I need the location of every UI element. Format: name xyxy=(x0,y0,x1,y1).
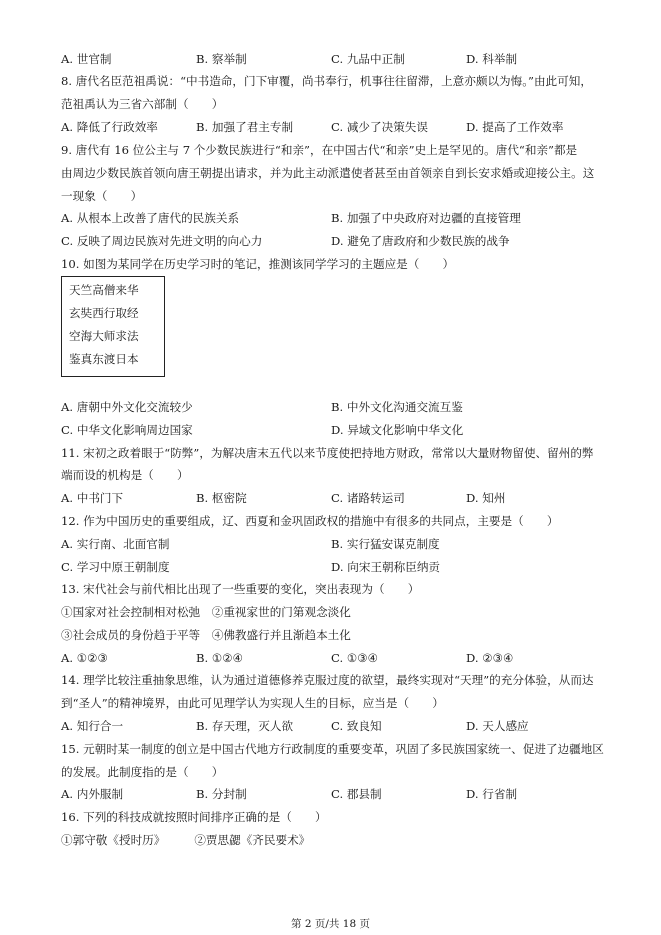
q9-stem-line: 9. 唐代有 16 位公主与 7 个少数民族进行“和亲”，在中国古代“和亲”史上是罕见的。唐代“和亲”都是 xyxy=(61,143,578,157)
q11-stem-line: 11. 宋初之政着眼于“防弊”，为解决唐末五代以来节度使把持地方财政，常常以大量财物留使、留州的弊 xyxy=(61,446,594,460)
q15-stem-line: 的发展。此制度指的是（ ） xyxy=(61,765,224,779)
q7-option-d: D. 科举制 xyxy=(466,52,518,66)
q12-option-b: B. 实行猛安谋克制度 xyxy=(331,537,440,551)
q12-option-a: A. 实行南、北面官制 xyxy=(61,537,170,551)
q10-option-b: B. 中外文化沟通交流互鉴 xyxy=(331,400,463,414)
q16-statement-line: ①郭守敬《授时历》 ②贾思勰《齐民要术》 xyxy=(61,833,311,847)
q9-option-c: C. 反映了周边民族对先进文明的向心力 xyxy=(61,234,263,248)
q11-stem-line: 端而设的机构是（ ） xyxy=(61,468,189,482)
q9-option-b: B. 加强了中央政府对边疆的直接管理 xyxy=(331,211,521,225)
note-item: 鉴真东渡日本 xyxy=(69,352,139,366)
q15-stem-line: 15. 元朝时某一制度的创立是中国古代地方行政制度的重要变革，巩固了多民族国家统一、促进了边疆地区 xyxy=(61,742,604,756)
page-number: 第 2 页/共 18 页 xyxy=(291,918,370,930)
note-item: 玄奘西行取经 xyxy=(69,306,139,320)
q15-option-a: A. 内外服制 xyxy=(61,787,124,801)
q13-option-b: B. ①②④ xyxy=(196,651,244,665)
q13-statement-line: ③社会成员的身份趋于平等 ④佛教盛行并且渐趋本土化 xyxy=(61,628,351,642)
q11-option-c: C. 诸路转运司 xyxy=(331,491,405,505)
q11-option-a: A. 中书门下 xyxy=(61,491,124,505)
q13-option-d: D. ②③④ xyxy=(466,651,514,665)
q8-option-c: C. 减少了决策失误 xyxy=(331,120,428,134)
q11-option-b: B. 枢密院 xyxy=(196,491,247,505)
note-item: 天竺高僧来华 xyxy=(69,283,139,297)
q9-stem-line: 一现象（ ） xyxy=(61,189,143,203)
note-box xyxy=(61,276,165,377)
q12-stem-line: 12. 作为中国历史的重要组成，辽、西夏和金巩固政权的措施中有很多的共同点，主要是（ ） xyxy=(61,514,559,528)
q14-stem-line: 14. 理学比较注重抽象思维，认为通过道德修养克服过度的欲望，最终实现对“天理”的充分体验，从而达 xyxy=(61,673,594,687)
q14-option-c: C. 致良知 xyxy=(331,719,382,733)
q13-statement-line: ①国家对社会控制相对松弛 ②重视家世的门第观念淡化 xyxy=(61,605,351,619)
q7-option-c: C. 九品中正制 xyxy=(331,52,405,66)
q15-option-d: D. 行省制 xyxy=(466,787,518,801)
q9-stem-line: 由周边少数民族首领向唐王朝提出请求，并为此主动派遣使者甚至由首领亲自到长安求婚或迎接公主。这 xyxy=(61,166,595,180)
q14-option-b: B. 存天理，灭人欲 xyxy=(196,719,294,733)
q8-option-b: B. 加强了君主专制 xyxy=(196,120,294,134)
q13-option-c: C. ①③④ xyxy=(331,651,379,665)
q16-stem-line: 16. 下列的科技成就按照时间排序正确的是（ ） xyxy=(61,810,327,824)
q10-option-d: D. 异域文化影响中华文化 xyxy=(331,423,464,437)
q14-stem-line: 到“圣人”的精神境界，由此可见理学认为实现人生的目标，应当是（ ） xyxy=(61,696,444,710)
q11-option-d: D. 知州 xyxy=(466,491,506,505)
q14-option-a: A. 知行合一 xyxy=(61,719,124,733)
q10-stem-line: 10. 如图为某同学在历史学习时的笔记，推测该同学学习的主题应是（ ） xyxy=(61,257,455,271)
q13-stem-line: 13. 宋代社会与前代相比出现了一些重要的变化，突出表现为（ ） xyxy=(61,582,420,596)
q12-option-d: D. 向宋王朝称臣纳贡 xyxy=(331,560,441,574)
q15-option-b: B. 分封制 xyxy=(196,787,247,801)
q14-option-d: D. 天人感应 xyxy=(466,719,529,733)
q8-stem-line: 8. 唐代名臣范祖禹说：“中书造命，门下审覆，尚书奉行，机事往往留滞，上意亦颇以为悔。”由此可知， xyxy=(61,74,592,88)
q7-option-b: B. 察举制 xyxy=(196,52,247,66)
q8-stem-line: 范祖禹认为三省六部制（ ） xyxy=(61,97,224,111)
q13-option-a: A. ①②③ xyxy=(61,651,108,665)
q7-option-a: A. 世官制 xyxy=(61,52,112,66)
q10-option-c: C. 中华文化影响周边国家 xyxy=(61,423,193,437)
q15-option-c: C. 郡县制 xyxy=(331,787,382,801)
q8-option-a: A. 降低了行政效率 xyxy=(61,120,158,134)
note-item: 空海大师求法 xyxy=(69,329,139,343)
q9-option-a: A. 从根本上改善了唐代的民族关系 xyxy=(61,211,240,225)
q10-option-a: A. 唐朝中外文化交流较少 xyxy=(61,400,193,414)
q8-option-d: D. 提高了工作效率 xyxy=(466,120,564,134)
q9-option-d: D. 避免了唐政府和少数民族的战争 xyxy=(331,234,510,248)
q12-option-c: C. 学习中原王朝制度 xyxy=(61,560,170,574)
